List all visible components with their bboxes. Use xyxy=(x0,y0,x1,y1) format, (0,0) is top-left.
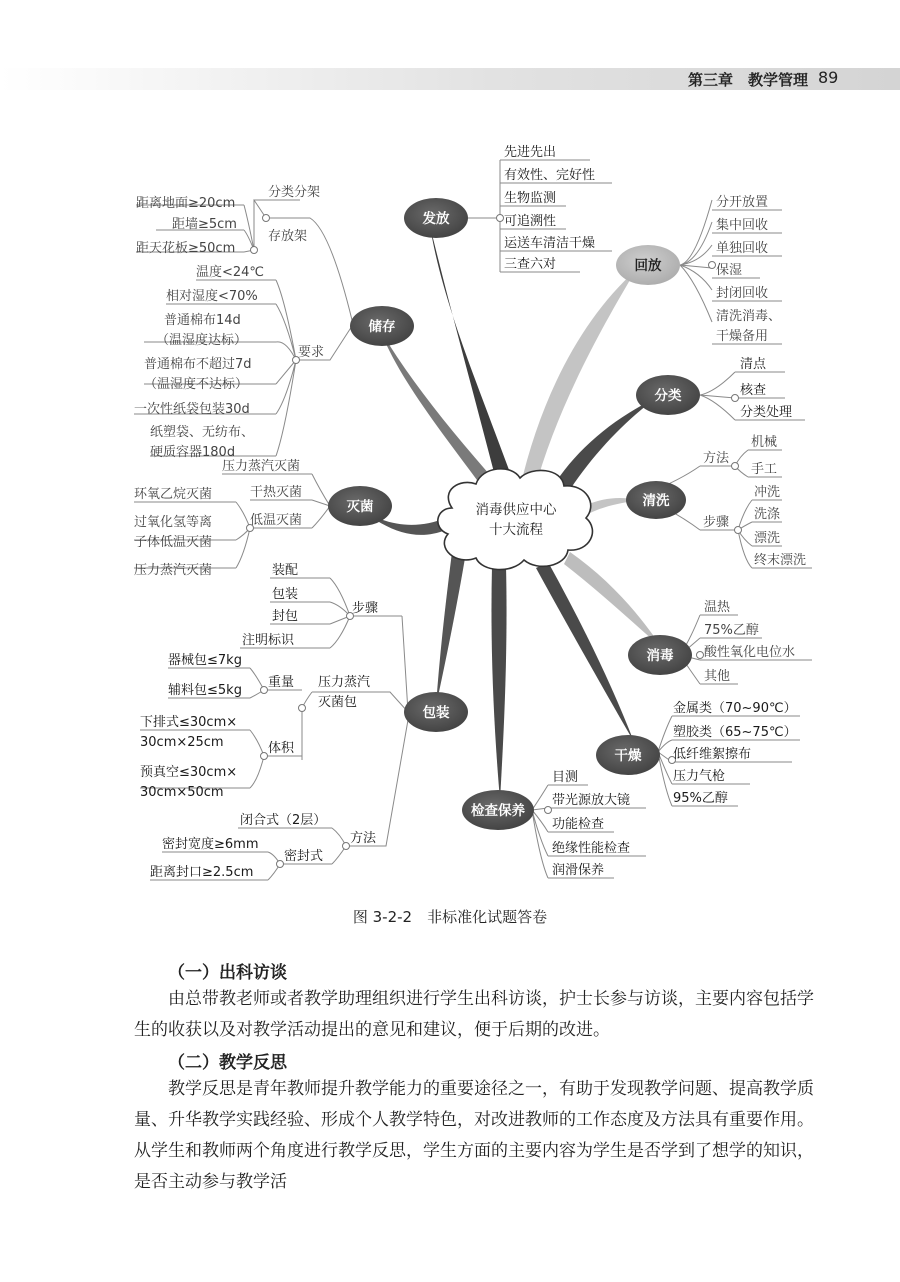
leaf-label: 距墙≥5cm xyxy=(172,217,237,232)
hub-xiaodu-label: 消毒 xyxy=(646,648,674,664)
leaf-label: 核查 xyxy=(740,383,767,398)
leaf-label: （温湿度达标） xyxy=(156,333,248,348)
leaf-label: 距离封口≥2.5cm xyxy=(150,865,254,880)
leaf-label: 有效性、完好性 xyxy=(504,168,596,183)
leaf-label: 距天花板≥50cm xyxy=(136,241,236,256)
leaf-label: 压力气枪 xyxy=(673,769,726,784)
ganzao-leaves xyxy=(673,700,797,806)
leaf-label: 预真空≤30cm× xyxy=(140,765,238,780)
section-heading-1: （一）出科访谈 xyxy=(168,963,287,983)
leaf-label: 相对湿度<70% xyxy=(166,289,258,304)
pressure-label-2: 灭菌包 xyxy=(318,695,358,710)
chapter-title: 第三章 教学管理 xyxy=(687,71,808,89)
leaf-label: 封闭回收 xyxy=(716,286,769,301)
figure-caption: 图 3-2-2 非标准化试题答卷 xyxy=(352,908,548,926)
leaf-label: 注明标识 xyxy=(242,633,295,648)
seal-label: 密封式 xyxy=(284,849,324,864)
leaf-label: 运送车清洁干燥 xyxy=(504,236,596,251)
page-number: 89 xyxy=(818,68,839,87)
leaf-label: 封包 xyxy=(272,609,299,624)
pressure-label-1: 压力蒸汽 xyxy=(318,675,371,690)
lowtemp-label: 低温灭菌 xyxy=(250,513,303,528)
center-title-line2: 十大流程 xyxy=(489,522,543,538)
leaf-label: 下排式≤30cm× xyxy=(140,715,238,730)
leaf-label: 95%乙醇 xyxy=(673,791,728,806)
xiaodu-leaves xyxy=(704,599,795,684)
leaf-label: 包装 xyxy=(272,587,299,602)
leaf-label: 目测 xyxy=(552,770,579,785)
leaf-label: 压力蒸汽灭菌 xyxy=(222,459,301,474)
leaf-label: 分类处理 xyxy=(740,405,793,420)
leaf-label: 清点 xyxy=(740,357,767,372)
leaf-label: 生物监测 xyxy=(504,191,557,206)
leaf-label: 子体低温灭菌 xyxy=(134,535,213,550)
leaf-label: 其他 xyxy=(704,669,731,684)
leaf-label: 金属类（70~90℃） xyxy=(673,701,797,716)
hub-fafang-label: 发放 xyxy=(422,211,450,227)
hub-chucun-label: 储存 xyxy=(368,319,396,335)
leaf-label: 单独回收 xyxy=(716,241,769,256)
leaf-label: 30cm×25cm xyxy=(140,735,224,750)
leaf-label: 机械 xyxy=(751,435,778,450)
leaf-label: （温湿度不达标） xyxy=(144,377,249,392)
miejun-leaves xyxy=(134,458,302,578)
leaf-label: 一次性纸袋包装30d xyxy=(134,402,250,417)
leaf-label: 冲洗 xyxy=(754,485,781,500)
hub-jiancha-label: 检查保养 xyxy=(471,803,525,819)
fafang-leaves xyxy=(504,144,595,272)
paragraph-2: 教学反思是青年教师提升教学能力的重要途径之一，有助于发现教学问题、提高教学质量、升华教学实践经验、形成个人教学特色，对改进教师的工作态度及方法具有重要作用。从学生和教师两个角度进行教学反思，学生方面的主要内容为学生是否学到了想学的知识，是否主动参与教学活 xyxy=(134,1079,814,1192)
jiancha-leaves xyxy=(552,770,630,878)
baozhuang-steps-label: 步骤 xyxy=(352,601,379,616)
hub-miejun-label: 灭菌 xyxy=(346,499,374,515)
leaf-label: 硬质容器180d xyxy=(150,445,236,460)
hub-huifang-label: 回放 xyxy=(634,258,662,274)
leaf-label: 集中回收 xyxy=(716,218,769,233)
leaf-label: 功能检查 xyxy=(552,817,605,832)
leaf-label: 纸塑袋、无纺布、 xyxy=(150,425,255,440)
leaf-label: 温热 xyxy=(704,600,731,615)
weight-label: 重量 xyxy=(268,675,295,690)
leaf-label: 温度<24℃ xyxy=(196,265,265,280)
leaf-label: 分开放置 xyxy=(716,195,769,210)
leaf-label: 低纤维絮擦布 xyxy=(673,747,752,762)
leaf-label: 洗涤 xyxy=(754,507,781,522)
leaf-label: 塑胶类（65~75℃） xyxy=(673,725,797,740)
leaf-label: 手工 xyxy=(751,462,778,477)
leaf-label: 漂洗 xyxy=(754,531,781,546)
leaf-label: 普通棉布不超过7d xyxy=(144,357,252,372)
huifang-leaves xyxy=(716,195,781,344)
hub-ganzao-label: 干燥 xyxy=(614,748,642,764)
baozhuang-leaves xyxy=(140,562,378,880)
leaf-label: 普通棉布14d xyxy=(164,313,241,328)
leaf-label: 先进先出 xyxy=(504,145,557,160)
volume-label: 体积 xyxy=(268,741,295,756)
leaf-label: 酸性氧化电位水 xyxy=(704,645,796,660)
leaf-label: 辅料包≤5kg xyxy=(168,683,242,698)
leaf-label: 干热灭菌 xyxy=(250,485,303,500)
paragraph-1: 由总带教老师或者教学助理组织进行学生出科访谈，护士长参与访谈，主要内容包括学生的收获以及对教学活动提出的意见和建议，便于后期的改进。 xyxy=(134,989,814,1040)
leaf-label: 环氧乙烷灭菌 xyxy=(134,487,213,502)
hub-baozhuang-label: 包装 xyxy=(422,705,450,721)
leaf-label: 压力蒸汽灭菌 xyxy=(134,563,213,578)
leaf-label: 装配 xyxy=(272,563,299,578)
fenlei-leaves xyxy=(740,356,792,420)
section-heading-2: （二）教学反思 xyxy=(168,1053,287,1073)
leaf-label: 器械包≤7kg xyxy=(168,653,242,668)
qingxi-leaves xyxy=(703,434,806,568)
qingxi-method-label: 方法 xyxy=(703,451,730,466)
leaf-label: 闭合式（2层） xyxy=(240,813,327,828)
leaf-label: 过氧化氢等离 xyxy=(134,515,213,530)
leaf-label: 清洗消毒、 xyxy=(716,309,782,324)
center-title-line1: 消毒供应中心 xyxy=(475,502,557,518)
leaf-label: 绝缘性能检查 xyxy=(552,841,631,856)
leaf-label: 距离地面≥20cm xyxy=(136,196,236,211)
leaf-label: 带光源放大镜 xyxy=(552,793,631,808)
leaf-label: 润滑保养 xyxy=(552,863,605,878)
hub-qingxi-label: 清洗 xyxy=(642,493,670,509)
chucun-fenlei-label: 分类分架 xyxy=(268,185,321,200)
hub-fenlei-label: 分类 xyxy=(654,388,682,404)
chucun-yaoqiu-label: 要求 xyxy=(298,345,325,360)
leaf-label: 75%乙醇 xyxy=(704,623,759,638)
leaf-label: 保湿 xyxy=(716,263,743,278)
branch-ganzao xyxy=(536,562,634,742)
leaf-label: 密封宽度≥6mm xyxy=(162,837,259,852)
branch-jiancha xyxy=(491,566,506,800)
chucun-leaves xyxy=(134,184,324,460)
leaf-label: 干燥备用 xyxy=(716,329,769,344)
leaf-label: 三查六对 xyxy=(504,257,557,272)
leaf-label: 30cm×50cm xyxy=(140,785,224,800)
chucun-jia-label: 存放架 xyxy=(268,229,308,244)
leaf-label: 可追溯性 xyxy=(504,214,557,229)
baozhuang-method-label: 方法 xyxy=(350,831,377,846)
branch-baozhuang xyxy=(436,552,466,706)
leaf-label: 终末漂洗 xyxy=(754,553,807,568)
qingxi-steps-label: 步骤 xyxy=(703,515,730,530)
